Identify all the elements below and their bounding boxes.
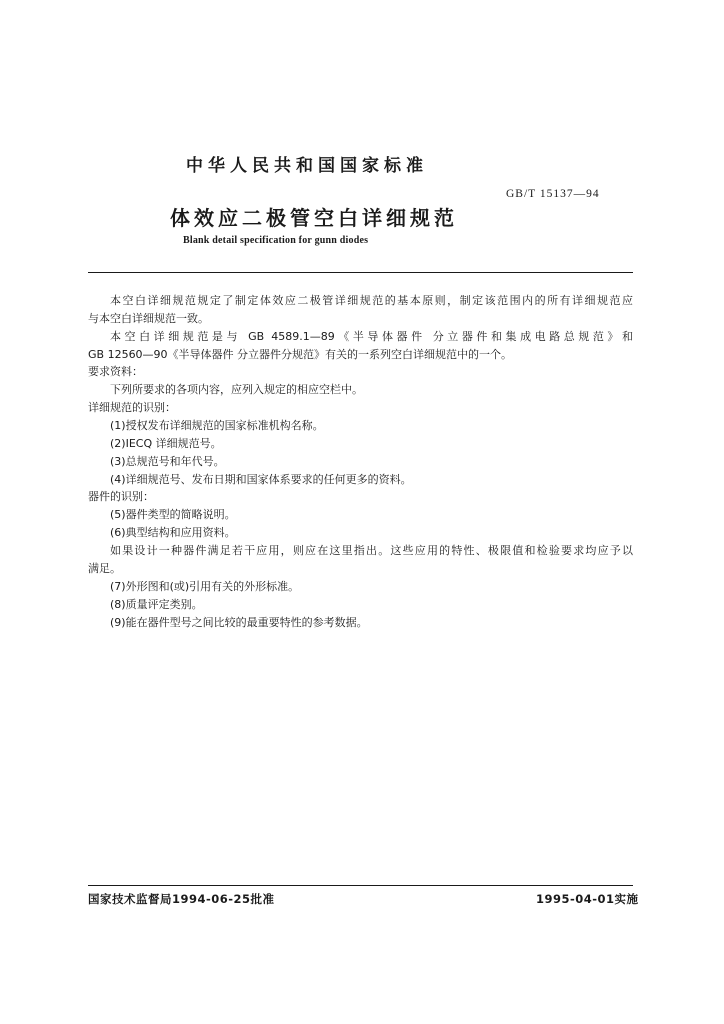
section-heading: 器件的识别： [88,490,154,503]
list-item: (8)质量评定类别。 [110,598,203,611]
document-title-english: Blank detail specification for gunn diodes [183,235,369,246]
list-item: (2)IECQ 详细规范号。 [110,437,222,450]
paragraph-line: 本空白详细规范规定了制定体效应二极管详细规范的基本原则，制定该范围内的所有详细规范应 [110,294,633,307]
paragraph-line: 下列所要求的各项内容，应列入规定的相应空栏中。 [110,383,363,396]
section-heading: 要求资料： [88,365,143,378]
list-item: (7)外形图和(或)引用有关的外形标准。 [110,580,300,593]
list-item: (9)能在器件型号之间比较的最重要特性的参考数据。 [110,616,368,629]
paragraph-line: 满足。 [88,562,121,575]
list-item: (1)授权发布详细规范的国家标准机构名称。 [110,419,324,432]
list-item: (4)详细规范号、发布日期和国家体系要求的任何更多的资料。 [110,473,412,486]
approval-line: 国家技术监督局1994-06-25批准 [88,892,275,906]
list-item: (6)典型结构和应用资料。 [110,526,236,539]
list-item: (3)总规范号和年代号。 [110,455,225,468]
list-item: (5)器件类型的简略说明。 [110,508,236,521]
paragraph-line: GB 12560—90《半导体器件 分立器件分规范》有关的一系列空白详细规范中的一个。 [88,348,513,361]
top-divider [88,272,633,273]
paragraph-line: 本空白详细规范是与 GB 4589.1—89《半导体器件 分立器件和集成电路总规范》和 [110,330,633,343]
section-heading: 详细规范的识别： [88,401,176,414]
implementation-date: 1995-04-01实施 [536,892,639,906]
bottom-divider [88,885,633,886]
paragraph-line: 如果设计一种器件满足若干应用，则应在这里指出。这些应用的特性、极限值和检验要求均应予以 [110,544,633,557]
standard-number: GB/T 15137—94 [506,188,600,200]
paragraph-line: 与本空白详细规范一致。 [88,312,209,325]
document-title: 体效应二极管空白详细规范 [170,206,458,230]
national-standard-heading: 中华人民共和国国家标准 [186,156,428,176]
